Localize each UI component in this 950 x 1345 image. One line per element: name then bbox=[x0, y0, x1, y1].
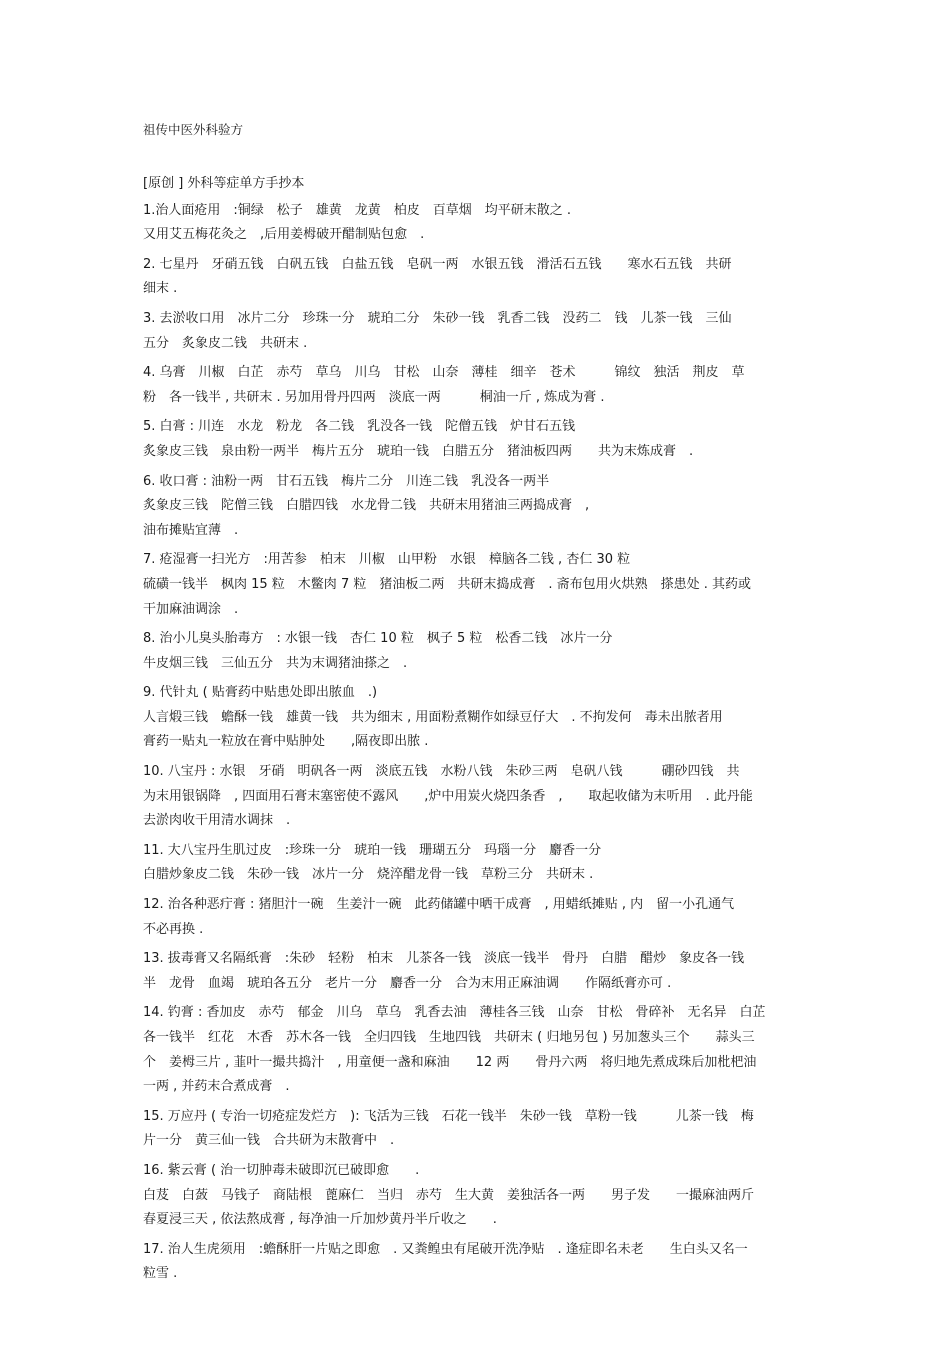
text-line: 牛皮烟三钱 三仙五分 共为末调猪油搽之 . bbox=[143, 655, 408, 671]
text-line: 白芨 白蔹 马钱子 商陆根 蓖麻仁 当归 赤芍 生大黄 姜独活各一两 男子发 一撮麻油两斤 bbox=[143, 1187, 755, 1203]
recipe-paragraph bbox=[143, 199, 815, 248]
text-line: 个 姜栂三片 , 韮叶一撮共捣汁 , 用童便一盏和麻油 12 两 骨丹六两 将归地先煮成珠后加枇杷油 bbox=[143, 1054, 757, 1070]
recipe-paragraph bbox=[143, 1238, 815, 1287]
recipe-paragraph bbox=[143, 415, 815, 464]
document-title: 祖传中医外科验方 bbox=[143, 122, 244, 137]
text-line: 粉 各一钱半 , 共研末 . 另加用骨丹四两 淡底一两 桐油一斤 , 炼成为膏 . bbox=[143, 389, 605, 405]
text-line: 白腊炒象皮二钱 朱砂一钱 冰片一分 烧淬醋龙骨一钱 草粉三分 共研末 . bbox=[143, 867, 594, 883]
document-body bbox=[143, 172, 815, 1292]
text-line: 13. 拔毒膏又名隔纸膏 :朱砂 轻粉 柏末 儿茶各一钱 淡底一钱半 骨丹 白腊 醋炒 象皮各一钱 bbox=[143, 951, 745, 967]
recipe-paragraph bbox=[143, 947, 815, 996]
text-line: 17. 治人生虎须用 :蟾酥肝一片贴之即愈 . 又粪鳇虫有尾破开洗净贴 . 逢症即名未老 生白头又名一 bbox=[143, 1241, 748, 1257]
text-line: 春夏浸三天 , 依法熬成膏 , 每净油一斤加炒黄丹半斤收之 . bbox=[143, 1212, 497, 1228]
text-line: 又用艾五梅花灸之 ,后用姜栂破开醋制贴包愈 . bbox=[143, 227, 425, 243]
recipe-paragraph bbox=[143, 470, 815, 544]
recipe-paragraph bbox=[143, 1159, 815, 1233]
text-line: 炙象皮三钱 陀僧三钱 白腊四钱 水龙骨二钱 共研末用猪油三两捣成膏 , bbox=[143, 498, 590, 514]
text-line: 粒雪 . bbox=[143, 1266, 178, 1282]
text-line: 4. 乌膏 川椒 白芷 赤芍 草乌 川乌 甘松 山奈 薄桂 细辛 苍术 锦纹 独活 荆皮 草 bbox=[143, 365, 745, 381]
text-line: 人言煅三钱 蟾酥一钱 雄黄一钱 共为细末 , 用面粉煮糊作如绿豆仔大 . 不拘发何 毒未出脓者用 bbox=[143, 709, 723, 725]
text-line: 五分 炙象皮二钱 共研末 . bbox=[143, 335, 308, 351]
recipe-paragraph bbox=[143, 548, 815, 622]
text-line: 细末 . bbox=[143, 281, 178, 297]
text-line: 1.治人面疮用 :铜绿 松子 雄黄 龙黄 柏皮 百草烟 均平研末散之 . bbox=[143, 202, 572, 218]
text-line: 6. 收口膏 : 油粉一两 甘石五钱 梅片二分 川连二钱 乳没各一两半 bbox=[143, 473, 550, 489]
text-line: 2. 七星丹 牙硝五钱 白矾五钱 白盐五钱 皂矾一两 水银五钱 滑活石五钱 寒水石五钱 共研 bbox=[143, 256, 732, 272]
text-line: 7. 疮湿膏一扫光方 :用苦参 柏末 川椒 山甲粉 水银 樟脑各二钱 , 杏仁 30 粒 bbox=[143, 552, 631, 568]
text-line: 不必再换 . bbox=[143, 921, 204, 937]
text-line: 12. 治各种恶疔膏 : 猪胆汁一碗 生姜汁一碗 此药储罐中晒干成膏 , 用蜡纸摊贴 , 内 留一小孔通气 bbox=[143, 897, 735, 913]
text-line: 16. 紫云膏 ( 治一切肿毒未破即沉已破即愈 . bbox=[143, 1162, 420, 1178]
text-line: 9. 代针丸 ( 贴膏药中贴患处即出脓血 .) bbox=[143, 685, 378, 701]
text-line: 硫磺一钱半 枫肉 15 粒 木鳖肉 7 粒 猪油板二两 共研末捣成膏 . 斋布包用火烘熟 搽患处 . 其药或 bbox=[143, 576, 752, 592]
document-subtitle bbox=[143, 172, 815, 197]
recipe-paragraph bbox=[143, 893, 815, 942]
recipe-paragraph bbox=[143, 253, 815, 302]
recipe-paragraph bbox=[143, 627, 815, 676]
recipe-paragraph bbox=[143, 839, 815, 888]
text-line: 5. 白膏 : 川连 水龙 粉龙 各二钱 乳没各一钱 陀僧五钱 炉甘石五钱 bbox=[143, 419, 576, 435]
text-line: 油布摊贴宜薄 . bbox=[143, 522, 239, 538]
text-line: 为末用银锅降 , 四面用石膏末塞密使不露风 ,炉中用炭火烧四条香 , 取起收储为末听用 . 此丹能 bbox=[143, 788, 753, 804]
text-line: 14. 钓膏 : 香加皮 赤芍 郁金 川乌 草乌 乳香去油 薄桂各三钱 山奈 甘松 骨碎补 无名异 白芷 bbox=[143, 1005, 766, 1021]
text-line: 一两 , 并药末合煮成膏 . bbox=[143, 1079, 290, 1095]
text-line: 11. 大八宝丹生肌过皮 :珍珠一分 琥珀一钱 珊瑚五分 玛瑙一分 麝香一分 bbox=[143, 842, 602, 858]
text-line: 8. 治小儿臭头胎毒方 : 水银一钱 杏仁 10 粒 枫子 5 粒 松香二钱 冰片一分 bbox=[143, 631, 613, 647]
recipe-paragraph bbox=[143, 681, 815, 755]
text-line: 炙象皮三钱 泉由粉一两半 梅片五分 琥珀一钱 白腊五分 猪油板四两 共为末炼成膏 . bbox=[143, 443, 694, 459]
text-line: 去淤肉收干用清水调抹 . bbox=[143, 813, 291, 829]
text-line: 干加麻油调涂 . bbox=[143, 601, 239, 617]
text-line: 膏药一贴丸一粒放在膏中贴肿处 ,隔夜即出脓 . bbox=[143, 734, 429, 750]
recipe-paragraph bbox=[143, 1001, 815, 1099]
text-line: 3. 去淤收口用 冰片二分 珍珠一分 琥珀二分 朱砂一钱 乳香二钱 没药二 钱 儿茶一钱 三仙 bbox=[143, 310, 732, 326]
recipe-paragraph bbox=[143, 361, 815, 410]
text-line: 各一钱半 红花 木香 苏木各一钱 全归四钱 生地四钱 共研末 ( 归地另包 ) 另加葱头三个 蒜头三 bbox=[143, 1030, 755, 1045]
text-line: 片一分 黄三仙一钱 合共研为末散膏中 . bbox=[143, 1133, 395, 1149]
text-line: 10. 八宝丹 : 水银 牙硝 明矾各一两 淡底五钱 水粉八钱 朱砂三两 皂矾八钱 硼砂四钱 共 bbox=[143, 764, 740, 780]
recipe-paragraph bbox=[143, 307, 815, 356]
recipe-paragraph bbox=[143, 760, 815, 834]
text-line: [原创 ] 外科等症单方手抄本 bbox=[143, 176, 305, 191]
text-line: 15. 万应丹 ( 专治一切疮症发烂方 ): 飞活为三钱 石花一钱半 朱砂一钱 草粉一钱 儿茶一钱 梅 bbox=[143, 1108, 754, 1124]
recipe-paragraph bbox=[143, 1105, 815, 1154]
text-line: 半 龙骨 血竭 琥珀各五分 老片一分 麝香一分 合为末用正麻油调 作隔纸膏亦可 . bbox=[143, 975, 672, 991]
